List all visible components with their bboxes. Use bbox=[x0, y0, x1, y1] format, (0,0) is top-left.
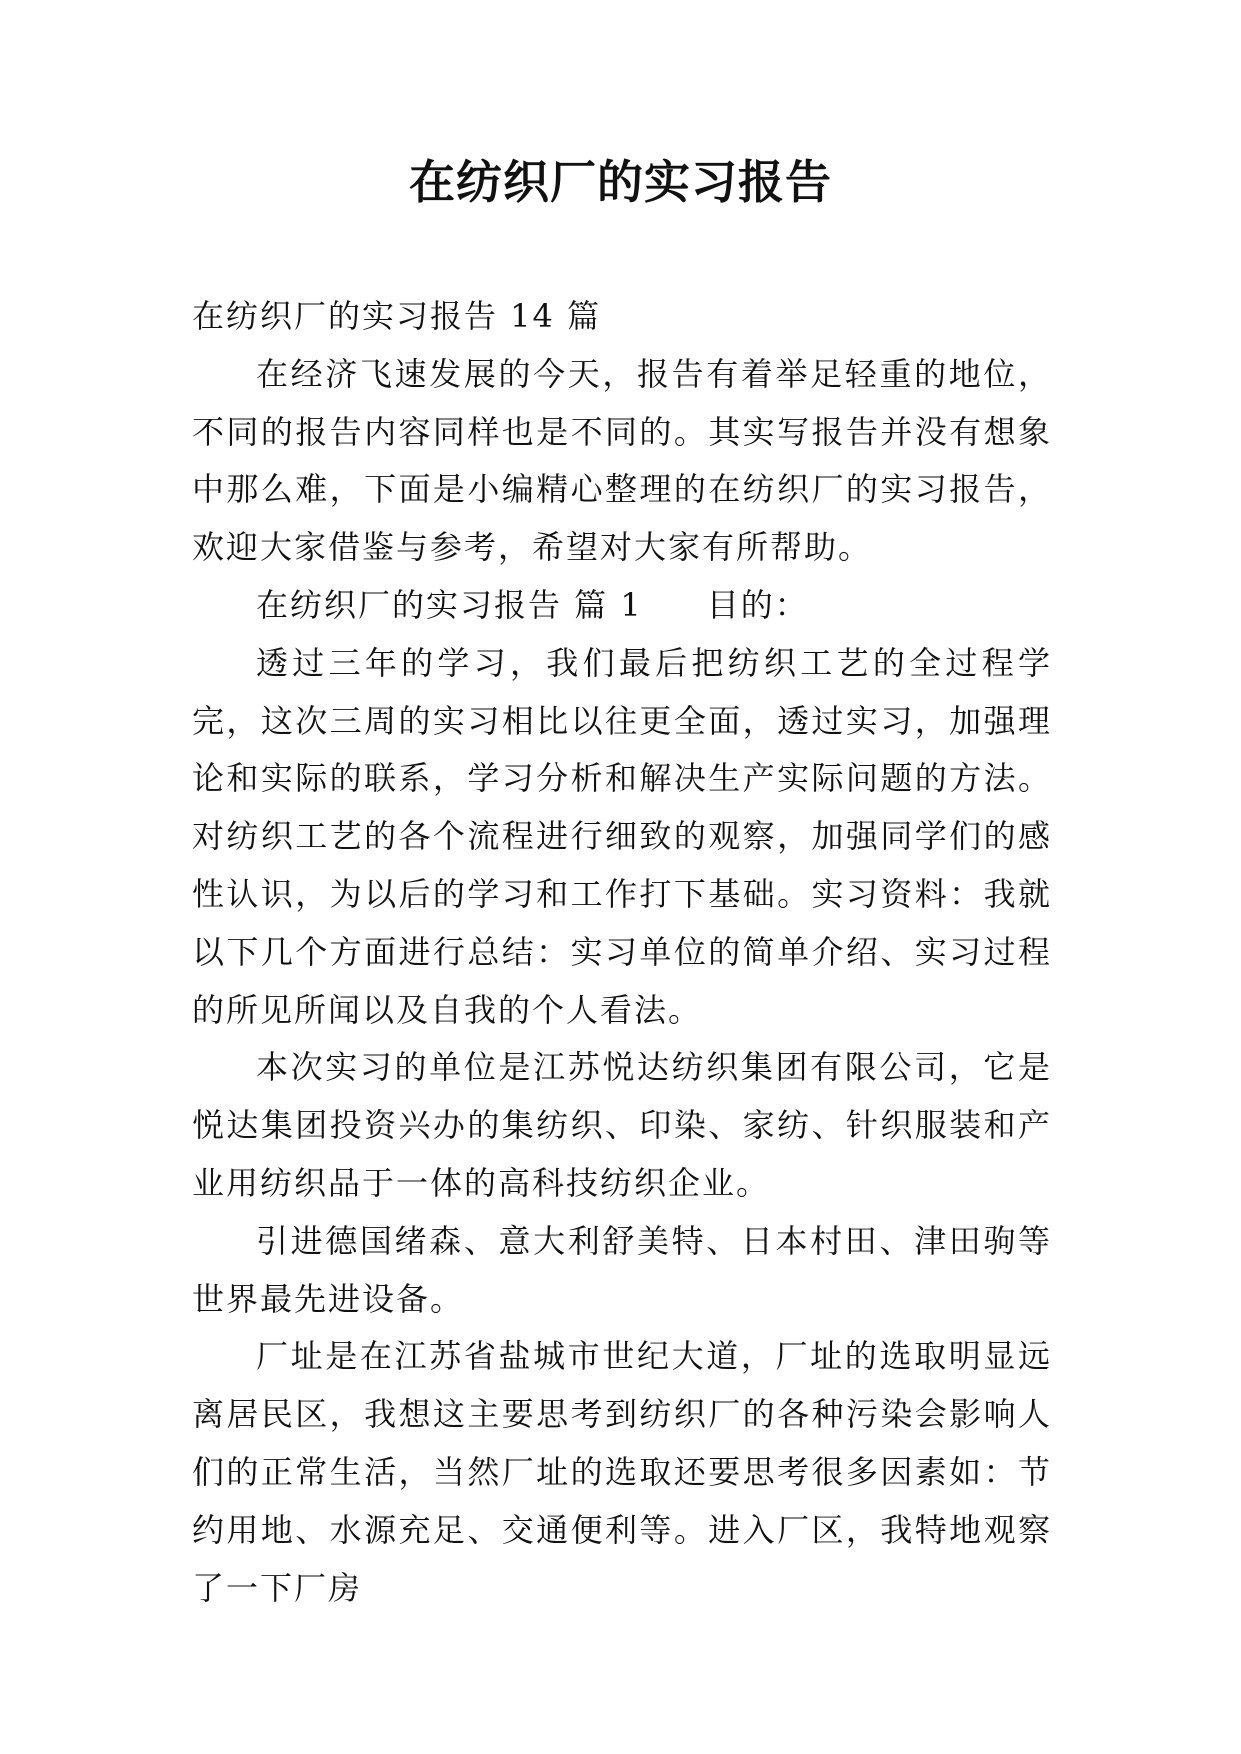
section-purpose: 目的： bbox=[706, 585, 809, 624]
section-heading-line bbox=[192, 577, 1052, 635]
section-heading: 在纺织厂的实习报告 篇 1 bbox=[256, 585, 643, 624]
intro-paragraph: 在经济飞速发展的今天，报告有着举足轻重的地位，不同的报告内容同样也是不同的。其实写报告并没有想象中那么难，下面是小编精心整理的在纺织厂的实习报告，欢迎大家借鉴与参考，希望对大家有所帮助。 bbox=[192, 354, 1052, 567]
document-title: 在纺织厂的实习报告 bbox=[409, 155, 832, 209]
body-paragraph: 透过三年的学习，我们最后把纺织工艺的全过程学完，这次三周的实习相比以往更全面，透过实习，加强理论和实际的联系，学习分析和解决生产实际问题的方法。对纺织工艺的各个流程进行细致的观察，加强同学们的感性认识，为以后的学习和工作打下基础。实习资料：我就以下几个方面进行总结：实习单位的简单介绍、实习过程的所见所闻以及自我的个人看法。 bbox=[192, 643, 1052, 1029]
body-paragraph: 厂址是在江苏省盐城市世纪大道，厂址的选取明显远离居民区，我想这主要思考到纺织厂的各种污染会影响人们的正常生活，当然厂址的选取还要思考很多因素如：节约用地、水源充足、交通便利等。进入厂区，我特地观察了一下厂房 bbox=[192, 1337, 1052, 1607]
body-paragraph: 引进德国绪森、意大利舒美特、日本村田、津田驹等世界最先进设备。 bbox=[192, 1221, 1052, 1318]
document-body bbox=[192, 288, 1052, 1617]
body-paragraph: 本次实习的单位是江苏悦达纺织集团有限公司，它是悦达集团投资兴办的集纺织、印染、家纺、针织服装和产业用纺织品于一体的高科技纺织企业。 bbox=[192, 1048, 1052, 1202]
document-subtitle: 在纺织厂的实习报告 14 篇 bbox=[192, 297, 602, 335]
